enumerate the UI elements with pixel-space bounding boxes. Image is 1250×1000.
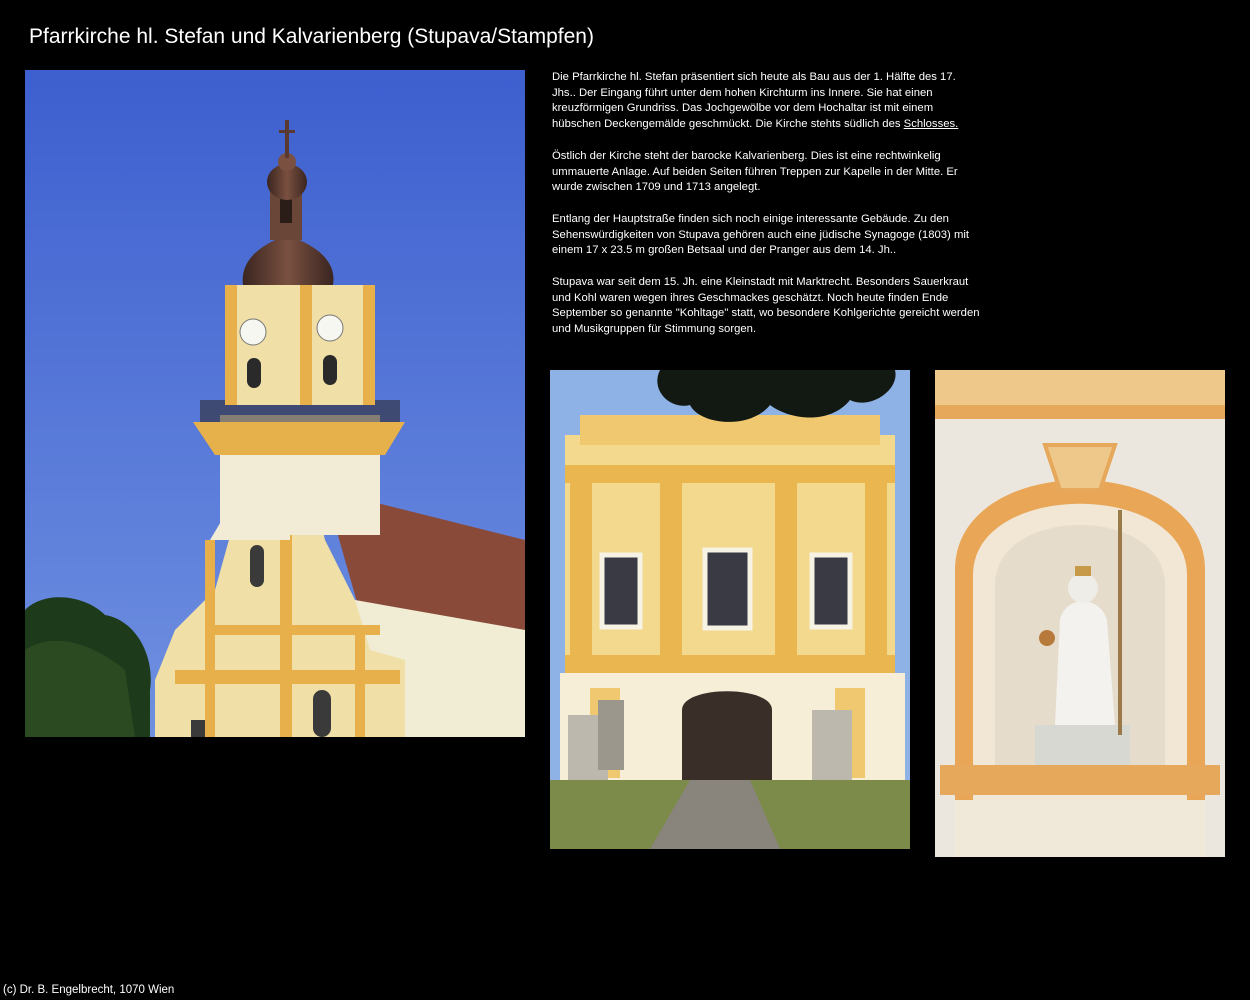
- description-paragraph-1: [552, 70, 982, 133]
- kalvarienberg-facade-photo[interactable]: [550, 370, 910, 849]
- description-text: [552, 70, 982, 354]
- description-paragraph-3: Entlang der Hauptstraße finden sich noch einige interessante Gebäude. Zu den Sehenswürdigkeiten von Stupava gehören auch eine jüdische Synagoge (1803) mit einem 17 x 23.5 m großen Betsaal und der Pranger aus dem 14. Jh..: [552, 212, 970, 257]
- copyright-footer: (c) Dr. B. Engelbrecht, 1070 Wien: [3, 984, 175, 996]
- statue-niche-photo[interactable]: [935, 370, 1225, 857]
- description-paragraph-4: Stupava war seit dem 15. Jh. eine Kleinstadt mit Marktrecht. Besonders Sauerkraut und Kohl waren wegen ihres Geschmackes geschätzt. Noch heute finden Ende September so genannte "Kohltage" statt, wo besondere Kohlgerichte gereicht werden und Musikgruppen für Stimmung sorgen.: [552, 276, 980, 336]
- description-paragraph-2: Östlich der Kirche steht der barocke Kalvarienberg. Dies ist eine rechtwinkelig ummauerte Anlage. Auf beiden Seiten führen Treppen zur Kapelle in der Mitte. Er wurde zwischen 1709 und 1713 angelegt.: [552, 149, 958, 194]
- description-paragraph-1-text: Die Pfarrkirche hl. Stefan präsentiert sich heute als Bau aus der 1. Hälfte des 17. Jhs.. Der Eingang führt unter dem hohen Kirchturm ins Innere. Sie hat einen kreuzförmigen Grundriss. Das Jochgewölbe vor dem Hochaltar ist mit einem hübschen Deckengemälde geschmückt. Die Kirche stehts südlich des: [552, 71, 956, 131]
- page-title: Pfarrkirche hl. Stefan und Kalvarienberg (Stupava/Stampfen): [29, 25, 594, 48]
- church-tower-photo[interactable]: [25, 70, 525, 737]
- schloss-link[interactable]: Schlosses.: [903, 118, 959, 131]
